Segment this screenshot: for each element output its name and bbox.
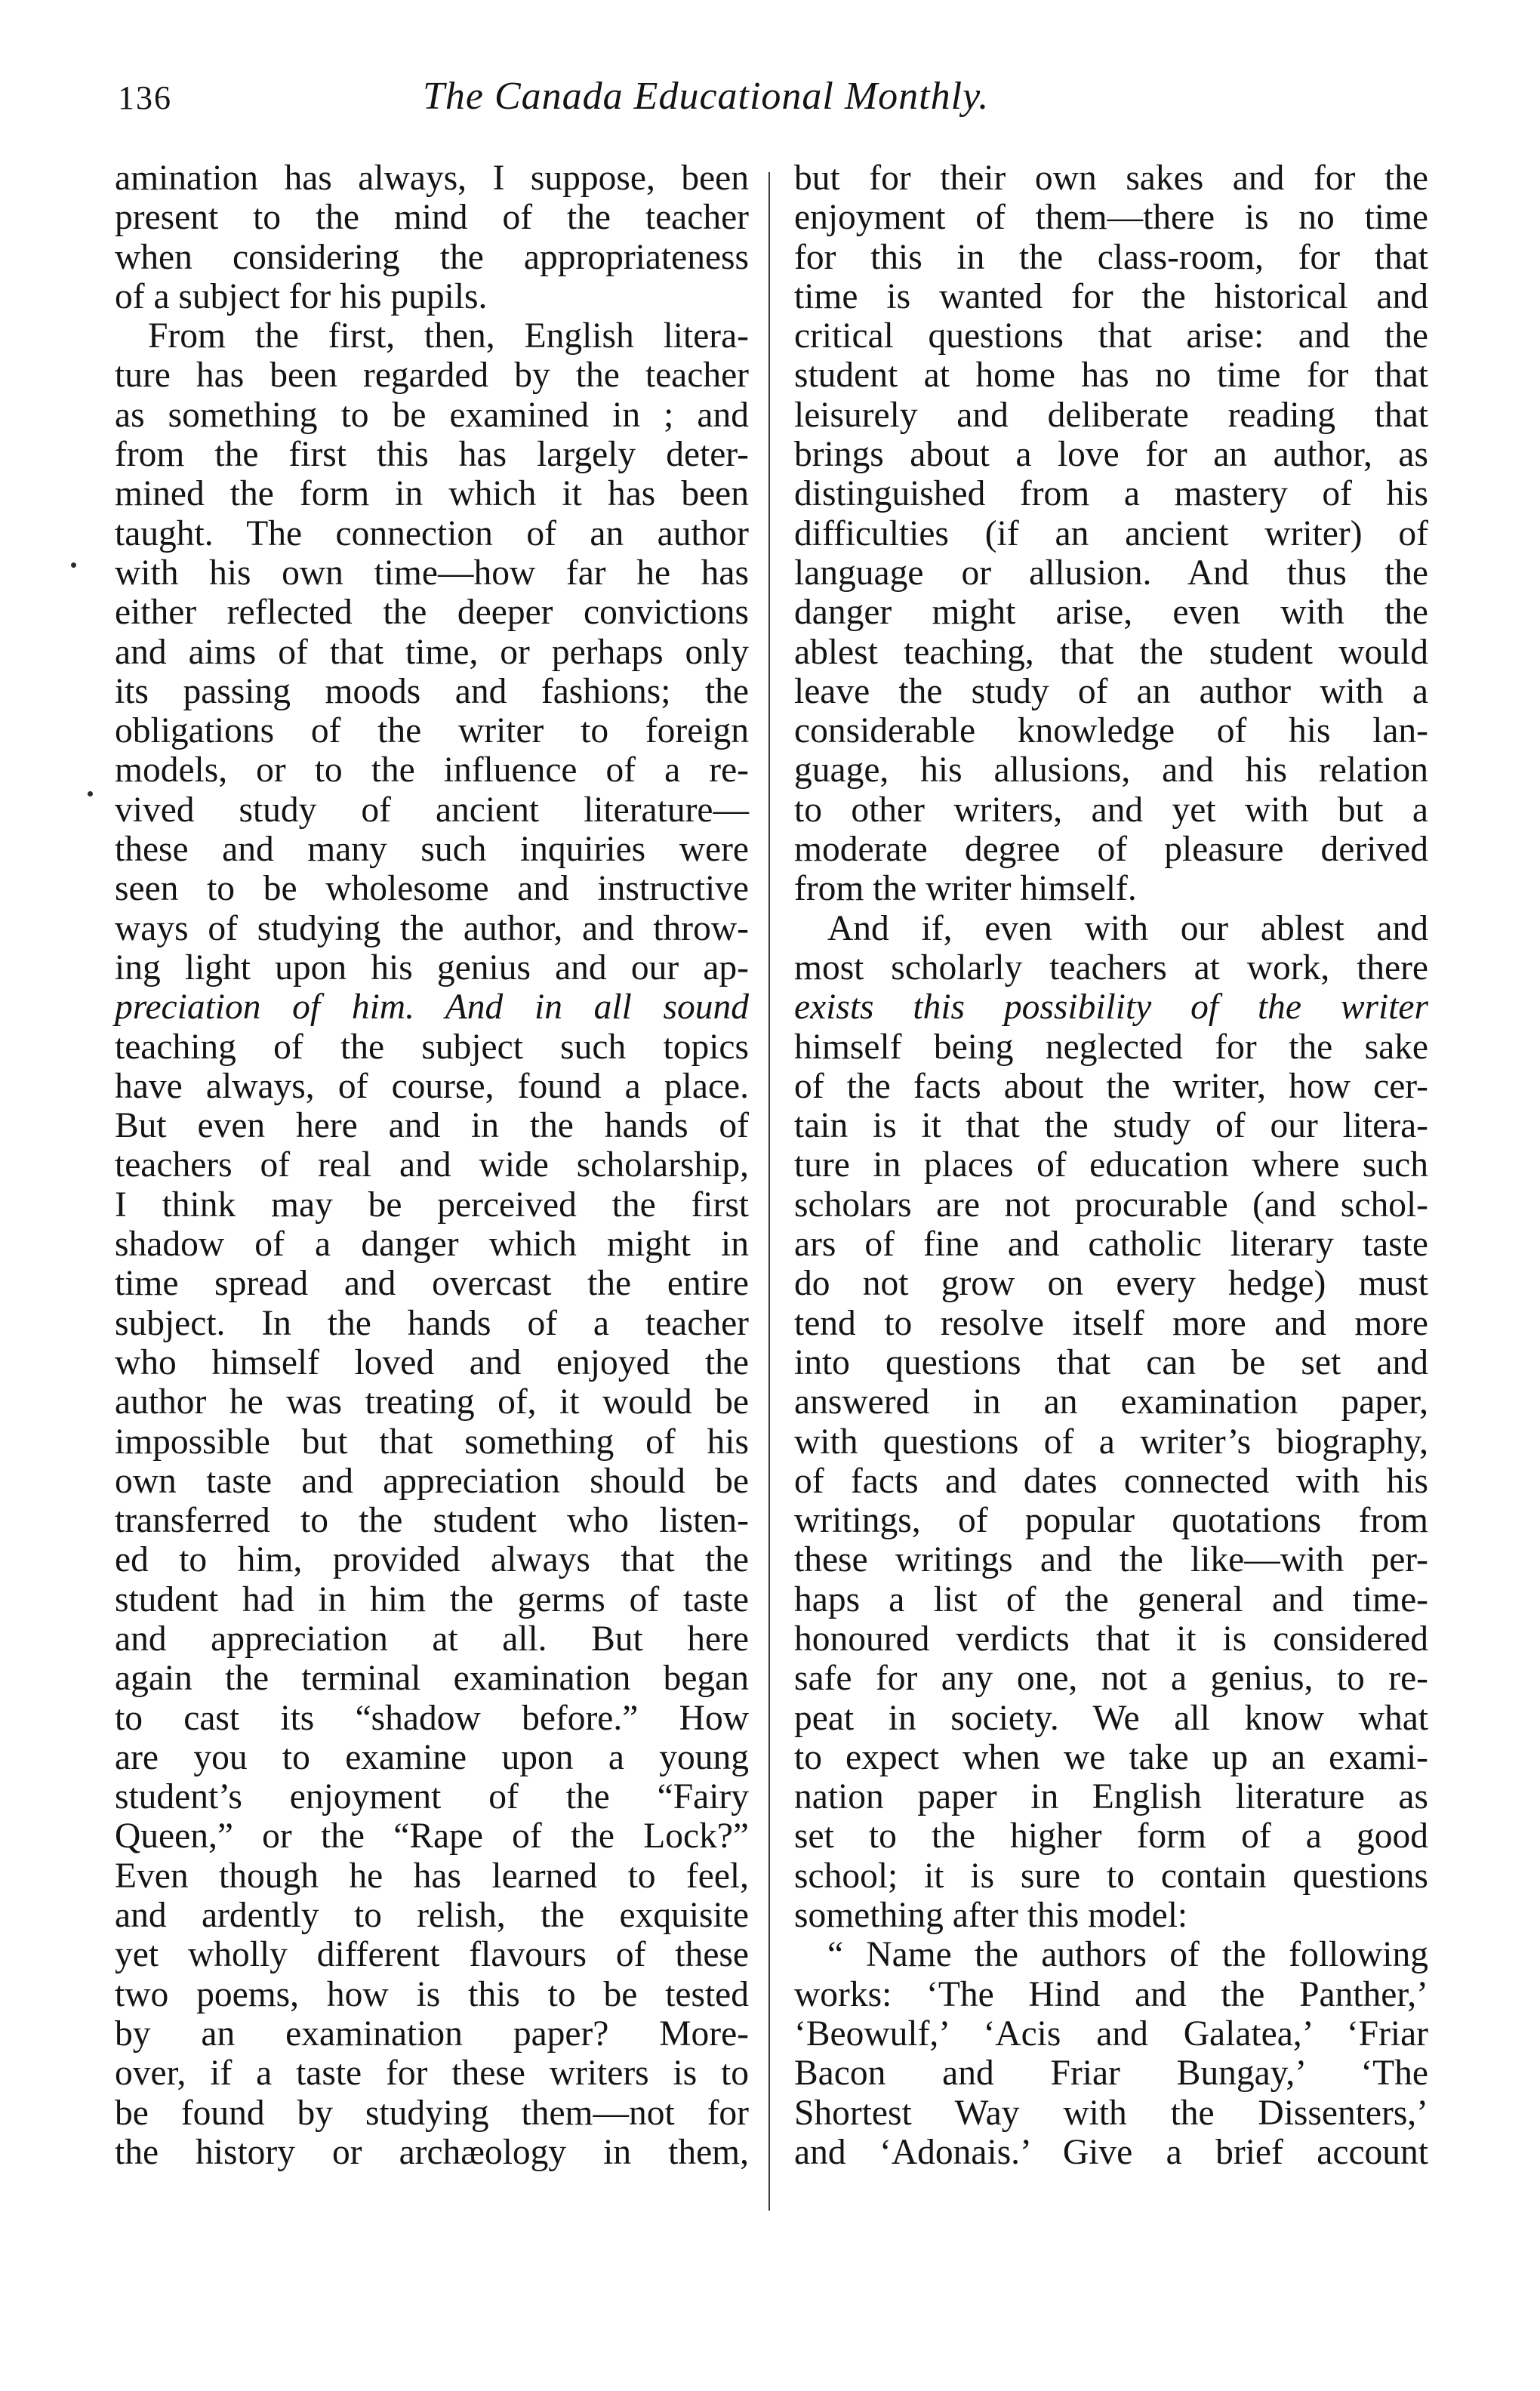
right-column xyxy=(794,159,1428,2172)
text-line: are you to examine upon a young xyxy=(115,1737,749,1777)
text-line: peat in society. We all know what xyxy=(794,1698,1428,1738)
text-line: ture has been regarded by the teacher xyxy=(115,356,749,396)
running-title: The Canada Educational Monthly. xyxy=(423,75,990,118)
text-line: set to the higher form of a good xyxy=(794,1816,1428,1856)
text-line: by an examination paper? More- xyxy=(115,2014,749,2054)
text-line: exists this possibility of the writer xyxy=(794,988,1428,1028)
text-line: these writings and the like—with per- xyxy=(794,1540,1428,1580)
text-line: safe for any one, not a genius, to re- xyxy=(794,1659,1428,1699)
text-line: brings about a love for an author, as xyxy=(794,435,1428,475)
text-line: author he was treating of, it would be xyxy=(115,1382,749,1422)
text-line: Queen,” or the “Rape of the Lock?” xyxy=(115,1816,749,1856)
text-line: And if, even with our ablest and xyxy=(827,908,1428,948)
text-line: student had in him the germs of taste xyxy=(115,1579,749,1619)
text-line: critical questions that arise: and the xyxy=(794,316,1428,356)
text-line: taught. The connection of an author xyxy=(115,513,749,553)
text-line: its passing moods and fashions; the xyxy=(115,671,749,711)
text-line: tend to resolve itself more and more xyxy=(794,1303,1428,1343)
text-line: obligations of the writer to foreign xyxy=(115,711,749,751)
margin-mark xyxy=(88,791,93,796)
text-line: yet wholly different flavours of these xyxy=(115,1935,749,1975)
text-line: vived study of ancient literature— xyxy=(115,790,749,830)
text-line: impossible but that something of his xyxy=(115,1422,749,1462)
text-line: do not grow on every hedge) must xyxy=(794,1264,1428,1304)
text-line: moderate degree of pleasure derived xyxy=(794,830,1428,870)
text-line: teaching of the subject such topics xyxy=(115,1027,749,1067)
text-line: tain is it that the study of our litera- xyxy=(794,1106,1428,1146)
text-line: the history or archæology in them, xyxy=(115,2132,749,2172)
text-line: ‘Beowulf,’ ‘Acis and Galatea,’ ‘Friar xyxy=(794,2014,1428,2054)
text-line: to other writers, and yet with but a xyxy=(794,790,1428,830)
text-line: present to the mind of the teacher xyxy=(115,198,749,238)
text-line: either reflected the deeper convictions xyxy=(115,593,749,633)
text-line: subject. In the hands of a teacher xyxy=(115,1303,749,1343)
text-line: Bacon and Friar Bungay,’ ‘The xyxy=(794,2054,1428,2094)
text-line: most scholarly teachers at work, there xyxy=(794,947,1428,988)
text-line: into questions that can be set and xyxy=(794,1342,1428,1382)
text-line: distinguished from a mastery of his xyxy=(794,474,1428,514)
text-line: student’s enjoyment of the “Fairy xyxy=(115,1777,749,1817)
text-line: preciation of him. And in all sound xyxy=(115,988,749,1028)
text-line: over, if a taste for these writers is to xyxy=(115,2054,749,2094)
text-line: shadow of a danger which might in xyxy=(115,1225,749,1265)
text-line: answered in an examination paper, xyxy=(794,1382,1428,1422)
left-column xyxy=(115,159,749,2172)
text-line: transferred to the student who listen- xyxy=(115,1501,749,1541)
text-line: something after this model: xyxy=(794,1896,1188,1936)
text-line: time spread and overcast the entire xyxy=(115,1264,749,1304)
text-line: guage, his allusions, and his relation xyxy=(794,750,1428,790)
text-line: be found by studying them—not for xyxy=(115,2093,749,2133)
text-line: Even though he has learned to feel, xyxy=(115,1856,749,1896)
text-line: time is wanted for the historical and xyxy=(794,276,1428,316)
text-line: difficulties (if an ancient writer) of xyxy=(794,513,1428,553)
text-line: and ardently to relish, the exquisite xyxy=(115,1896,749,1936)
text-line: of a subject for his pupils. xyxy=(115,276,488,316)
text-line: have always, of course, found a place. xyxy=(115,1066,749,1106)
text-line: ed to him, provided always that the xyxy=(115,1540,749,1580)
text-line: I think may be perceived the first xyxy=(115,1185,749,1225)
text-line: writings, of popular quotations from xyxy=(794,1501,1428,1541)
text-line: with his own time—how far he has xyxy=(115,553,749,593)
text-line: for this in the class-room, for that xyxy=(794,237,1428,277)
text-line: to expect when we take up an exami- xyxy=(794,1737,1428,1777)
text-line: school; it is sure to contain questions xyxy=(794,1856,1428,1896)
text-line: when considering the appropriateness xyxy=(115,237,749,277)
text-line: teachers of real and wide scholarship, xyxy=(115,1145,749,1185)
text-line: with questions of a writer’s biography, xyxy=(794,1422,1428,1462)
text-line: considerable knowledge of his lan- xyxy=(794,711,1428,751)
text-line: himself being neglected for the sake xyxy=(794,1027,1428,1067)
text-line: nation paper in English literature as xyxy=(794,1777,1428,1817)
text-line: mined the form in which it has been xyxy=(115,474,749,514)
page-number: 136 xyxy=(118,79,172,116)
text-line: student at home has no time for that xyxy=(794,356,1428,396)
text-line: these and many such inquiries were xyxy=(115,830,749,870)
text-line: own taste and appreciation should be xyxy=(115,1461,749,1501)
text-line: But even here and in the hands of xyxy=(115,1106,749,1146)
text-line: but for their own sakes and for the xyxy=(794,159,1428,198)
text-line: two poems, how is this to be tested xyxy=(115,1974,749,2014)
text-line: ars of fine and catholic literary taste xyxy=(794,1225,1428,1265)
text-line: scholars are not procurable (and schol- xyxy=(794,1185,1428,1225)
text-line: ing light upon his genius and our ap- xyxy=(115,947,749,988)
text-line: seen to be wholesome and instructive xyxy=(115,869,749,909)
text-line: of the facts about the writer, how cer- xyxy=(794,1066,1428,1106)
text-line: and ‘Adonais.’ Give a brief account xyxy=(794,2132,1428,2172)
text-line: amination has always, I suppose, been xyxy=(115,159,749,198)
text-line: as something to be examined in ; and xyxy=(115,395,749,435)
text-line: Shortest Way with the Dissenters,’ xyxy=(794,2093,1428,2133)
text-line: haps a list of the general and time- xyxy=(794,1579,1428,1619)
text-line: From the first, then, English litera- xyxy=(148,316,749,356)
text-line: ways of studying the author, and throw- xyxy=(115,908,749,948)
text-line: from the writer himself. xyxy=(794,869,1137,909)
text-line: who himself loved and enjoyed the xyxy=(115,1342,749,1382)
text-line: ablest teaching, that the student would xyxy=(794,632,1428,672)
text-line: enjoyment of them—there is no time xyxy=(794,198,1428,238)
text-line: language or allusion. And thus the xyxy=(794,553,1428,593)
text-line: models, or to the influence of a re- xyxy=(115,750,749,790)
text-line: “ Name the authors of the following xyxy=(827,1935,1428,1975)
margin-mark xyxy=(71,562,76,568)
text-line: ture in places of education where such xyxy=(794,1145,1428,1185)
text-line: from the first this has largely deter- xyxy=(115,435,749,475)
text-line: of facts and dates connected with his xyxy=(794,1461,1428,1501)
text-line: leave the study of an author with a xyxy=(794,671,1428,711)
text-line: and appreciation at all. But here xyxy=(115,1619,749,1659)
text-line: works: ‘The Hind and the Panther,’ xyxy=(794,1974,1428,2014)
text-line: leisurely and deliberate reading that xyxy=(794,395,1428,435)
text-line: and aims of that time, or perhaps only xyxy=(115,632,749,672)
column-divider xyxy=(768,172,770,2211)
text-line: honoured verdicts that it is considered xyxy=(794,1619,1428,1659)
text-line: danger might arise, even with the xyxy=(794,593,1428,633)
text-line: to cast its “shadow before.” How xyxy=(115,1698,749,1738)
text-line: again the terminal examination began xyxy=(115,1659,749,1699)
